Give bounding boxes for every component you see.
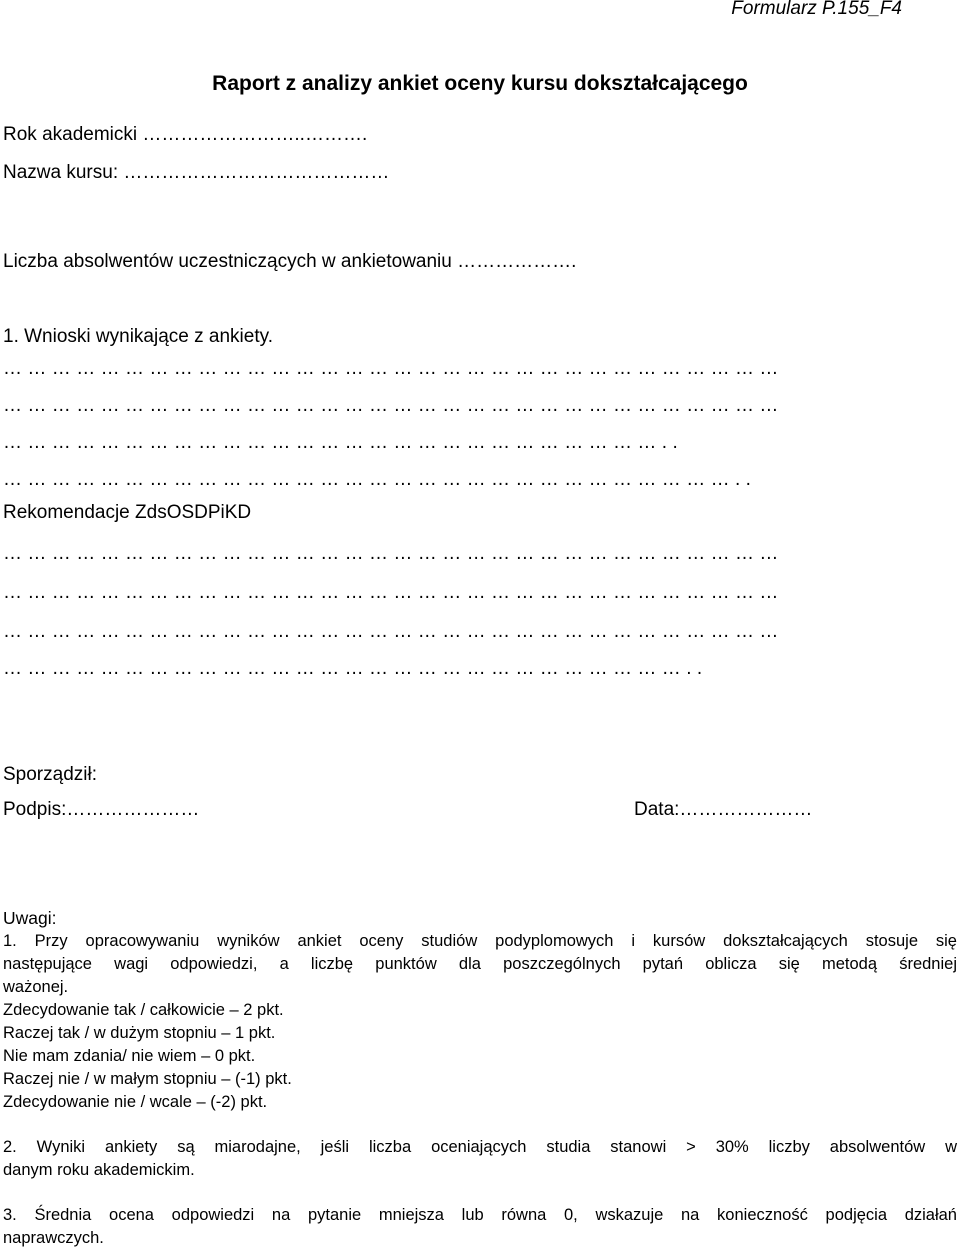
note-3-line: 3. Średnia ocena odpowiedzi na pytanie mniejsza lub równa 0, wskazuje na konieczność podjęcia działań (3, 1206, 957, 1224)
conclusions-dot-line: ……………………………………………………………………………….. (3, 469, 757, 490)
recommendations-dot-line: …………………………………………………………………………………… (3, 621, 784, 642)
conclusions-dot-line: …………………………………………………………………………………… (3, 395, 784, 416)
note-2-line: 2. Wyniki ankiety są miarodajne, jeśli liczba oceniających studia stanowi > 30% liczby absolwentów w (3, 1138, 957, 1156)
notes-section (3, 907, 957, 1250)
scale-item: Raczej nie / w małym stopniu – (-1) pkt. (3, 1070, 292, 1088)
recommendations-dot-line: …………………………………………………………………………………… (3, 582, 784, 603)
scale-item: Nie mam zdania/ nie wiem – 0 pkt. (3, 1047, 256, 1065)
scale-item: Zdecydowanie nie / wcale – (-2) pkt. (3, 1093, 268, 1111)
note-1-line: ważonej. (3, 978, 69, 996)
conclusions-dot-line: …………………………………………………………………………………… (3, 358, 784, 379)
scale-item: Raczej tak / w dużym stopniu – 1 pkt. (3, 1024, 276, 1042)
recommendations-dot-line: ………………………………………………………………………….. (3, 658, 708, 679)
prepared-by-label: Sporządził: (3, 764, 97, 785)
academic-year-field: Rok akademicki ……………………..………. (3, 124, 368, 145)
recommendations-heading: Rekomendacje ZdsOSDPiKD (3, 502, 252, 523)
note-2-line: danym roku akademickim. (3, 1161, 195, 1179)
course-name-field: Nazwa kursu: …………………………………… (3, 162, 390, 183)
conclusions-heading: 1. Wnioski wynikające z ankiety. (3, 326, 273, 347)
report-title: Raport z analizy ankiet oceny kursu dokształcającego (212, 72, 748, 95)
date-field: Data:………………… (634, 799, 813, 820)
graduates-count-field: Liczba absolwentów uczestniczących w ankietowaniu ………………. (3, 251, 577, 272)
conclusions-dot-line: ……………………………………………………………………….. (3, 432, 684, 453)
note-3-line: naprawczych. (3, 1229, 104, 1247)
scale-item: Zdecydowanie tak / całkowicie – 2 pkt. (3, 1001, 284, 1019)
notes-heading: Uwagi: (3, 908, 57, 928)
form-number: Formularz P.155_F4 (731, 0, 902, 19)
note-1-line: następujące wagi odpowiedzi, a liczbę punktów dla poszczególnych pytań oblicza się metodą średniej (3, 955, 957, 973)
note-1-line: 1. Przy opracowywaniu wyników ankiet oceny studiów podyplomowych i kursów dokształcających stosuje się (3, 932, 957, 950)
signature-field: Podpis:………………… (3, 799, 200, 820)
recommendations-dot-line: …………………………………………………………………………………… (3, 543, 784, 564)
